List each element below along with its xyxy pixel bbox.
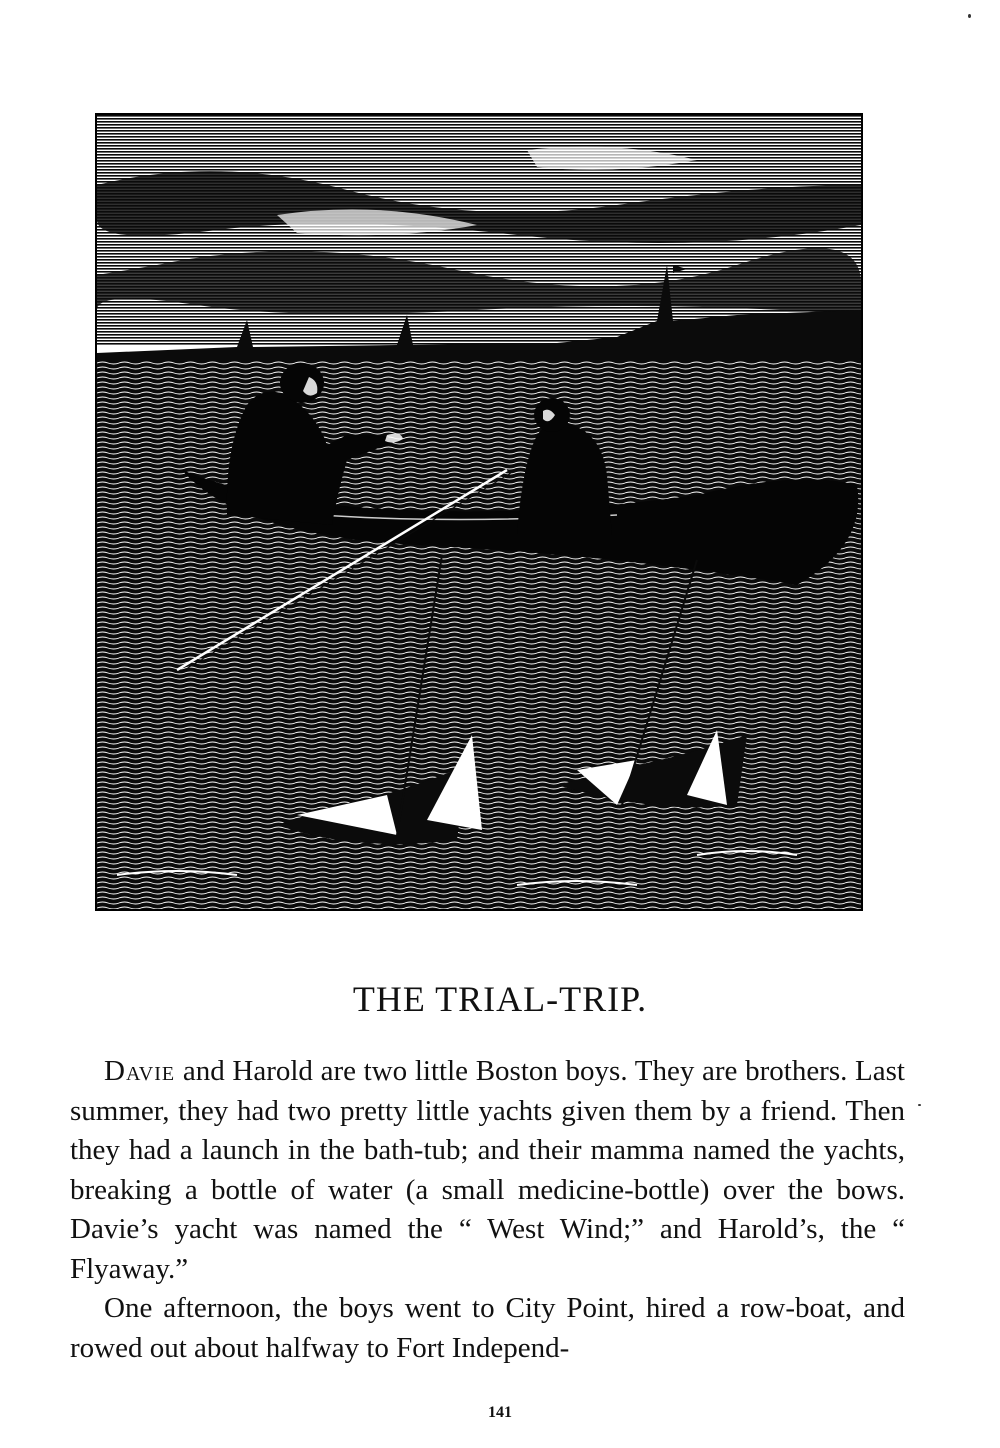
illustration-svg <box>97 115 861 909</box>
page-speck <box>918 1104 921 1106</box>
body-text <box>70 1052 905 1368</box>
illustration-engraving <box>95 113 863 911</box>
page-speck <box>968 14 971 18</box>
boy-left-head <box>280 363 324 403</box>
chapter-title: THE TRIAL-TRIP. <box>352 979 648 1019</box>
paragraph-text: One afternoon, the boys went to City Point, hired a row-boat, and rowed out about halfway to Fort Independ- <box>70 1292 905 1364</box>
lead-word: Davie <box>104 1055 176 1087</box>
paragraph <box>70 1052 905 1289</box>
page-number: 141 <box>488 1404 512 1421</box>
paragraph-text: and Harold are two little Boston boys. They are brothers. Last summer, they had two pretty little yachts given them by a friend. Then they had a launch in the bath-tub; and their mamma named the yachts, breaking a bottle of water (a small medicine-bottle) over the bows. Davie’s yacht was named the “ West Wind;” and Harold’s, the “ Flyaway.” <box>70 1055 905 1285</box>
paragraph <box>70 1289 905 1368</box>
